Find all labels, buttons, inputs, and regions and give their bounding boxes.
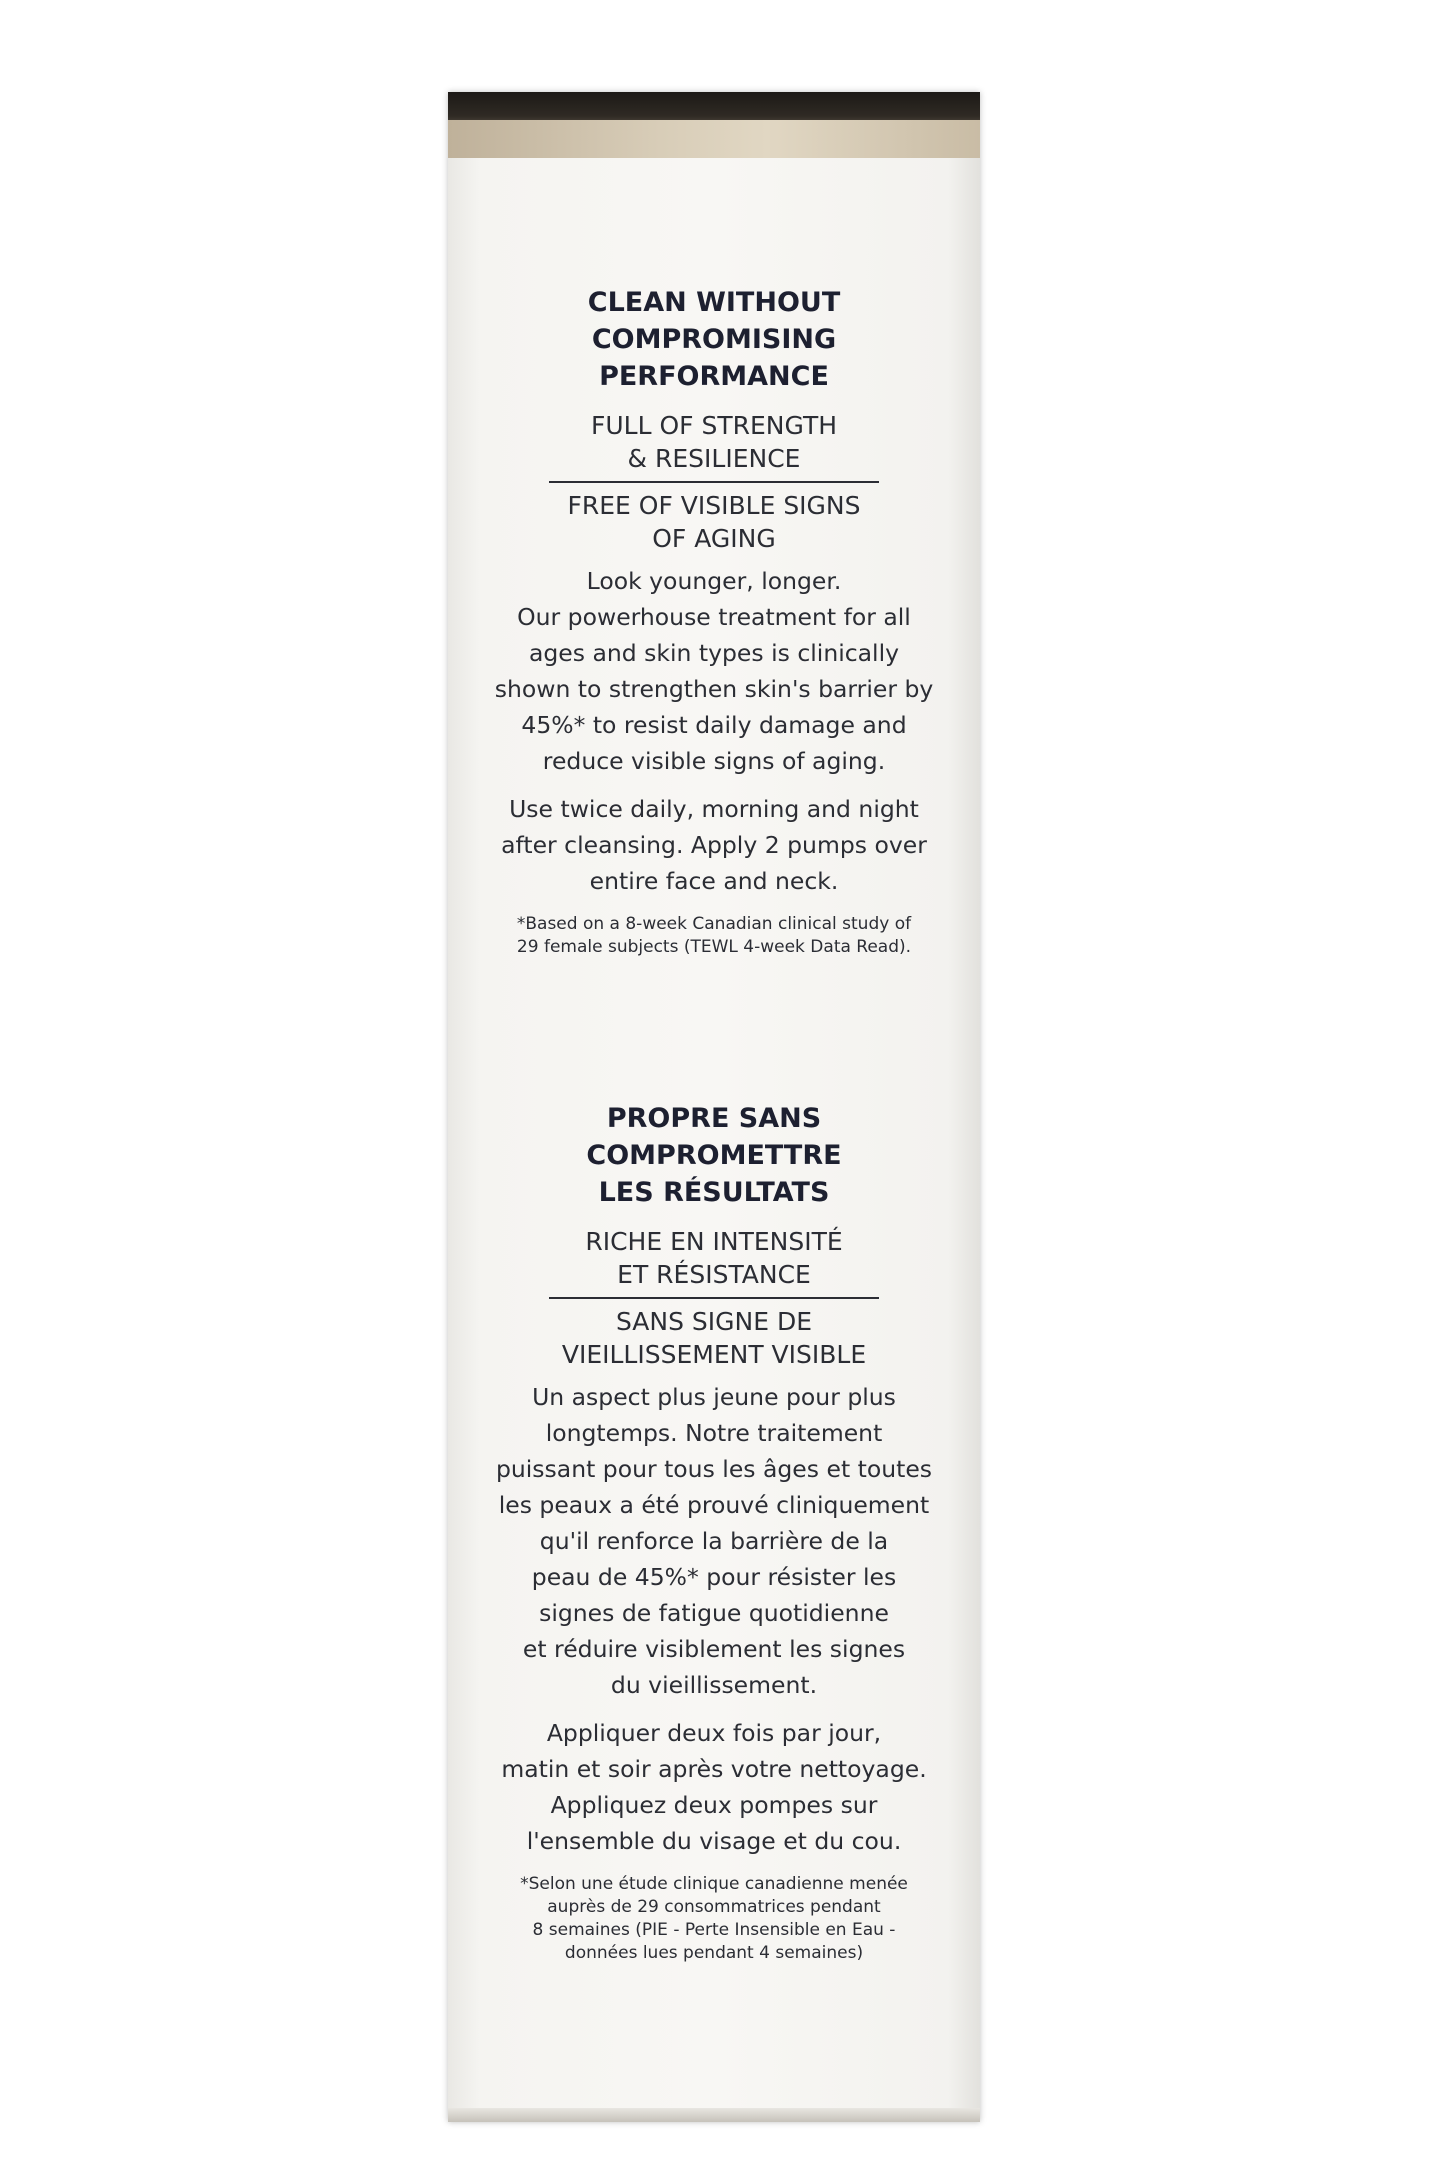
english-directions: Use twice daily, morning and night after cleansing. Apply 2 pumps over entire face and neck. <box>501 795 927 895</box>
french-divider <box>549 1297 879 1299</box>
french-subheading-aging: SANS SIGNE DE VIEILLISSEMENT VISIBLE <box>561 1307 867 1369</box>
french-subheading-intensity: RICHE EN INTENSITÉ ET RÉSISTANCE <box>585 1227 843 1289</box>
french-description: Un aspect plus jeune pour plus longtemps. Notre traitement puissant pour tous les âges et toutes les peaux a été prouvé cliniquement qu'il renforce la barrière de la peau de 45%* pour résister les signes de fatigue quotidienne et réduire visiblement les signes du vieillissement. <box>495 1383 933 1699</box>
box-top-gold-band <box>448 120 980 158</box>
product-box-side-panel <box>448 92 980 2122</box>
french-footnote: *Selon une étude clinique canadienne menée auprès de 29 consommatrices pendant 8 semaines (PIE - Perte Insensible en Eau - données lues pendant 4 semaines) <box>520 1874 908 1963</box>
french-directions: Appliquer deux fois par jour, matin et soir après votre nettoyage. Appliquez deux pompes sur l'ensemble du visage et du cou. <box>501 1719 927 1855</box>
english-divider <box>549 481 879 483</box>
french-heading: PROPRE SANS COMPROMETTRE LES RÉSULTATS <box>586 1103 842 1208</box>
english-text-panel <box>448 284 980 959</box>
french-text-panel <box>448 1100 980 1965</box>
english-heading: CLEAN WITHOUT COMPROMISING PERFORMANCE <box>587 287 841 392</box>
box-bottom-edge <box>448 2108 980 2122</box>
english-subheading-aging: FREE OF VISIBLE SIGNS OF AGING <box>567 491 861 553</box>
english-description: Look younger, longer. Our powerhouse treatment for all ages and skin types is clinically shown to strengthen skin's barrier by 45%* to resist daily damage and reduce visible signs of aging. <box>494 567 934 775</box>
english-subheading-strength: FULL OF STRENGTH & RESILIENCE <box>590 411 838 473</box>
english-footnote: *Based on a 8-week Canadian clinical study of 29 female subjects (TEWL 4-week Data Read). <box>516 914 912 957</box>
